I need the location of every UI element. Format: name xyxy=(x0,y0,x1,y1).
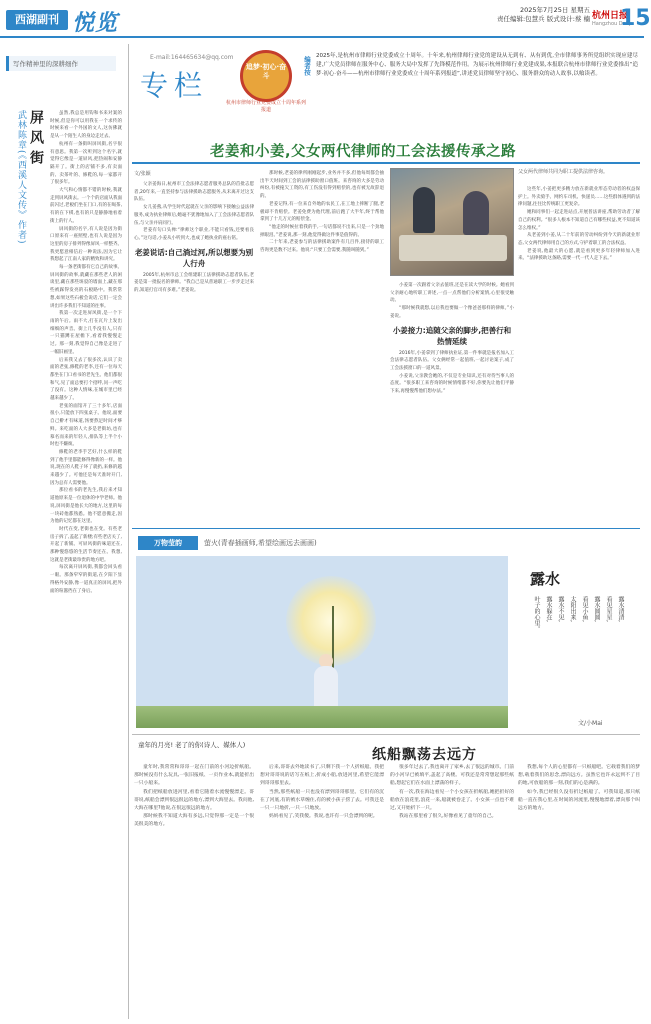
paragraph: 我们把纸船放进河里,看着它随着水流慢慢漂走。哥哥说,纸船会漂到很远很远的地方,漂到大海里去。我问他,大海在哪里?他说,在很远很远的地方。 xyxy=(134,789,254,812)
paragraph: 小姜第一次跟着父亲去值班,还是在读大学的时候。她看到父亲耐心地听职工讲述,一点一点帮他们分析案情,心里很受触动。 xyxy=(390,283,514,304)
paragraph: 那位看书的老先生,我后来才知道他原来是一位退休的中学老师。他说,屏风街是他长大的地方,这里的每一块砖他都熟悉。他不愿意搬走,因为他的记忆都在这里。 xyxy=(50,488,122,525)
paragraph: 那时候我不知道大海有多远,只觉得那一定是一个很美很美的地方。 xyxy=(134,814,254,828)
left-article-author: 武林陈章(《西溪人文传》作者) xyxy=(16,110,26,245)
photo-person-father xyxy=(413,187,435,233)
paragraph: 如今,我已经很久没有折过纸船了。可我知道,那只纸船一直在我心里,在时间的河流里,慢慢地漂着,漂向那个叫远方的地方。 xyxy=(518,789,640,812)
paragraph: “那时候我就想,以后我也要做一个像爸爸那样的律师。”小姜说。 xyxy=(390,306,514,319)
poem-line: 露水清清, xyxy=(617,596,624,622)
photo-person-daughter xyxy=(463,191,489,235)
left-article-body xyxy=(50,110,122,1015)
left-article-headline: 屏风街 xyxy=(28,110,44,170)
essay-rule xyxy=(132,734,640,735)
article-photo xyxy=(390,168,514,276)
poem-line: 露水不见, xyxy=(557,596,564,622)
main-article-col-3 xyxy=(390,282,514,525)
essay-title: 纸船飘荡去远方 xyxy=(372,747,477,763)
paragraph: 老张的面馆开了三十多年,店面很小,只能放下四张桌子。他说,面要自己擀才有味道,汤要熬足时间才够鲜。来吃面的人大多是老街坊,也有慕名而来的年轻人,排队等上半个小时也不嫌烦。 xyxy=(50,403,122,448)
main-article-byline: 文/张颖 xyxy=(134,171,151,177)
issue-date: 2025年7月25日 星期五 xyxy=(519,6,590,14)
illustration-image xyxy=(136,556,508,728)
paragraph: “他走的时候拉着我的手,一句话都说不出来,只是一个劲地掉眼泪。”老姜说,那一刻,他觉得做这件事是值得的。 xyxy=(260,224,384,238)
poem-line: 太阳出来, xyxy=(569,596,576,622)
paragraph: 2005年,杭州市总工会组建职工法律援助志愿者队伍,老姜是第一批报名的律师。“我自己是从普通职工一步步走过来的,知道打官司有多难。”老姜说。 xyxy=(134,272,254,294)
paragraph: 有一次,我在海边看见一个小女孩在折纸船,她把折好的船放在浪花里,浪花一来,船就被卷走了。小女孩一点也不难过,又开始折下一只。 xyxy=(390,789,514,812)
paragraph: 我站在那里看了很久,好像看见了童年的自己。 xyxy=(399,814,497,820)
paper-name-en: Hangzhou Daily xyxy=(592,21,632,27)
illustration-column-tag: 万物莹韵 xyxy=(138,536,198,550)
main-article-col-4 xyxy=(518,186,640,525)
paragraph: 老姜说,他最大的心愿,就是看到更多年轻律师加入进来。“法律援助这条路,需要一代一代人走下去。” xyxy=(518,248,640,262)
editor-note: 2025年,是杭州市律师行业党委成立十周年。十年来,杭州律师行业党的建设从无到有、从有到优,全市律师事务所党组织实现应建尽建,广大党员律师在服务中心、服务大局中发挥了先锋模范作用。为展示杭州律师行业党建成果,本报联合杭州市律师行业党委推出“追梦·初心·奋斗——杭州市律师行业党委成立十周年系列报道”,讲述党员律师坚守初心、服务群众的动人故事,以飨读者。 xyxy=(316,53,638,78)
main-article-title: 老姜和小姜,父女两代律师的工会法援传承之路 xyxy=(210,144,517,160)
paper-name-cn: 杭州日报 xyxy=(592,11,629,21)
issue-editors: 责任编辑:包慧兵 版式设计:蔡 楠 xyxy=(496,15,590,23)
section-name: 西湖副刊 xyxy=(6,10,68,30)
poem-title: 露水 xyxy=(530,570,561,588)
main-article-col-2 xyxy=(260,170,384,525)
paragraph: 老姜有句口头禅:“律师这个职业,不能只看钱,还要看良心。”这句话,小姜从小听到大,也成了她执业的座右铭。 xyxy=(134,228,254,241)
paragraph: 小姜说,父亲教会她的,不仅是专业知识,还有对待当事人的态度。“很多职工来咨询的时候情绪都不好,你要先让他们平静下来,再慢慢帮他们想办法。” xyxy=(390,373,514,395)
poem-line: 露水圆圆, xyxy=(593,596,600,622)
paragraph: 这些年,小姜把更多精力放在新就业形态劳动者的权益保护上。外卖骑手、网约车司机、快递员……这些群体遇到的法律问题,往往比传统职工更复杂。 xyxy=(518,187,640,208)
series-banner: 杭州市律师行业党委成立十周年系列报道 xyxy=(226,100,307,113)
illustration-flower-glow xyxy=(286,576,376,666)
paragraph: 父亲姜海日,杭州市工会法律志愿者服务总队的首批志愿者,20年来,一直坚持参与法律援助志愿服务,从未离开过这支队伍。 xyxy=(134,182,254,203)
page-header xyxy=(0,0,651,38)
left-article-title xyxy=(6,110,46,350)
paragraph: 妈妈看见了,笑我傻。我说,也许有一只会漂到的呢。 xyxy=(269,814,378,820)
paragraph: 很多年过去了,我也离开了家乡,去了很远的城市。门前的小河早已被填平,盖起了高楼。可我还是常常想起那些纸船,想起它们在水面上漂荡的样子。 xyxy=(390,765,514,787)
essay-col-3 xyxy=(390,764,514,1019)
paragraph: 女儿姜燕,从学生时代起就在父亲的影响下接触公益法律服务,成为执业律师后,她毫不犹豫地加入了工会法律志愿者队伍,与父亲并肩同行。 xyxy=(134,205,254,226)
column-label: 专栏 xyxy=(140,69,209,102)
column-title: 写作精神里的深耕细作 xyxy=(6,56,116,71)
paragraph: 她和同事们一起走进站点,开展普法讲座,帮助劳动者了解自己的权利。“很多人根本不知道自己有哪些权益,更不知道该怎么维权。” xyxy=(518,210,640,231)
poem-line: 叶子的心里。 xyxy=(533,596,540,632)
poem-body xyxy=(534,596,626,714)
title-rule xyxy=(132,162,640,164)
paragraph: 2016年,小姜拿到了律师执业证,第一件事就是报名加入工会法律志愿者队伍。父女俩经常一起值班,一起讨论案子,成了工会法援窗口的一道风景。 xyxy=(390,350,514,371)
paragraph: 时代在变,老街也在变。有些老房子拆了,盖起了新楼;有些老店关了,开起了新铺。可屏风街的味道还在,那种慢悠悠的生活节奏还在。我想,这就是老街最珍贵的地方吧。 xyxy=(50,526,122,563)
paragraph: 后来,哥哥去外地读书了,只剩下我一个人折纸船。我把想对哥哥说的话写在纸上,折成小船,放进河里,希望它能漂到哥哥那里去。 xyxy=(260,765,384,787)
subhead: 小姜接力:追随父亲的脚步,把善行和热情延续 xyxy=(392,325,512,346)
paragraph: 每次离开屏风街,我都会回头看一眼。那条窄窄的街道,在夕阳下显得格外安静,像一道真正的屏风,把外面的喧嚣挡在了身后。 xyxy=(50,565,122,594)
editor-note-label-text: 编者按 xyxy=(303,56,311,76)
photo-caption: 父女两代律师共同为职工提供法律咨询。 xyxy=(518,169,609,175)
poem-line: 看见小鱼, xyxy=(581,596,588,622)
section-rule xyxy=(132,528,640,529)
poem-line: 看见星星, xyxy=(605,596,612,622)
essay-col-1 xyxy=(134,764,254,1019)
paragraph: 老姜记得,有一位来自外地的农民工,在工地上摔断了腿,老板却不肯赔偿。老姜免费为他代理,前后跑了大半年,终于帮他拿到了十几万元的赔偿金。 xyxy=(260,201,384,223)
paragraph: 二十年来,老姜参与的法律援助案件有几百件,接待的职工咨询更是数不过来。他说:“只要工会需要,我随叫随到。” xyxy=(260,240,384,254)
paragraph: 当然,那些纸船一只也没有漂到哥哥那里。它们有的沉在了河底,有的被水草缠住,有的被小孩子捞了去。可我还是一只一只地折,一只一只地放。 xyxy=(260,789,384,812)
paragraph: 大气和心情都不错的时候,我就走到屏风街去。一个个的店面从我面前闪过,老板们坐在门口,有的在喝茶,有的在下棋,也有的只是静静地看着街上的行人。 xyxy=(50,188,122,224)
illustration-grass xyxy=(136,706,508,728)
paragraph: 后来我又去了很多次,认识了卖面的老张,修鞋的老李,还有一位每天都坐在门口看书的老先生。他们都很和气,见了面总要打个招呼,问一声吃了没有。这种人情味,在城市里已经越来越少了。 xyxy=(50,357,122,402)
poem-line: 露水躲在, xyxy=(545,596,552,622)
section-logo: 悦览 xyxy=(72,10,119,36)
essay-kicker: 童年的月亮! 老了的你(诗人、媒体人) xyxy=(138,741,246,749)
paragraph: 那时候,老姜的律所刚刚起步,业务并不多,但他每周都会抽出半天时间到工会的法律援助窗口值班。来咨询的大多是劳动纠纷,有被拖欠工资的,有工伤没有得到赔偿的,也有被无故辞退的。 xyxy=(260,171,384,200)
paragraph: 童年时,我常常和哥哥一起在门前的小河边折纸船。那时候没有什么玩具,一张旧报纸、一页作业本,就能折出一只小船来。 xyxy=(134,765,254,787)
paragraph: 虽然,我总是用钩和书来对案的时候,但是你可以用我在一个求传的时候来看一个外国的文人,这仿佛就是从一个陌生人的身边走过去。 xyxy=(50,111,122,140)
paragraph: 修鞋的老李手艺好,什么样的鞋到了他手里都能修得像新的一样。他说,现在的人鞋子坏了就扔,来修的越来越少了。可他还是每天准时开门,因为总有人需要他。 xyxy=(50,449,122,486)
column-email: E-mail:164465634@qq.com xyxy=(150,54,234,61)
paragraph: 从老姜到小姜,从二十年前的劳动纠纷到今天的新就业形态,父女两代律师用自己的方式,守护着职工的合法权益。 xyxy=(518,233,640,246)
main-article-col-1 xyxy=(134,170,254,525)
photo-desk xyxy=(399,235,507,261)
subhead: 老姜说话:自己淌过河,所以想要为别人行舟 xyxy=(134,247,254,268)
issue-meta xyxy=(480,6,590,24)
illustration-column-subtitle: 萤火(青春插画师,希望绘画远去画画) xyxy=(204,539,317,547)
paragraph: 我第一次走进屏风街,是一个下雨的午后。雨不大,打在瓦片上发出细细的声音。街上几乎没有人,只有一只猫蹲在屋檐下,看着我慢慢走过。那一刻,我觉得自己像是走进了一幅旧画里。 xyxy=(50,311,122,355)
essay-col-4 xyxy=(518,764,640,1019)
column-divider xyxy=(128,44,129,1019)
editor-note-label xyxy=(298,56,312,76)
series-emblem: 追梦·初心·奋斗 xyxy=(240,50,292,102)
paragraph: 我想,每个人的心里都有一只纸船吧。它载着我们的梦想,载着我们的思念,漂向远方。虽然它也许永远到不了目的地,可放船的那一刻,我们的心是满的。 xyxy=(518,765,640,787)
poem-credit: 文/小Mai xyxy=(578,720,603,727)
essay-col-2 xyxy=(260,764,384,1019)
paragraph: 屏风街的名字,有人说是因为街口原来有一座照壁,也有人说是因为这里的房子排列得像屏风一样整齐。我更愿意相信后一种说法,因为它让我想起了江南人家的精致和讲究。 xyxy=(50,226,122,263)
paragraph: 每一条老街都有它自己的故事。屏风街的故事,就藏在那些老人的闲谈里,藏在那些斑驳的墙面上,藏在那些被踩得发亮的石板路中。我常常想,如果这些石板会说话,它们一定会讲出许多我们不知道的往事。 xyxy=(50,265,122,309)
page-number: 15 xyxy=(620,6,651,31)
paragraph: 杭州有一条街叫屏风街,名字很有意思。我第一次听到这个名字,就觉得它像是一道屏风,把热闹和安静隔开了。街上的店铺不多,有卖面的、卖茶叶的、修鞋的,每一家都开了很多年。 xyxy=(50,141,122,186)
